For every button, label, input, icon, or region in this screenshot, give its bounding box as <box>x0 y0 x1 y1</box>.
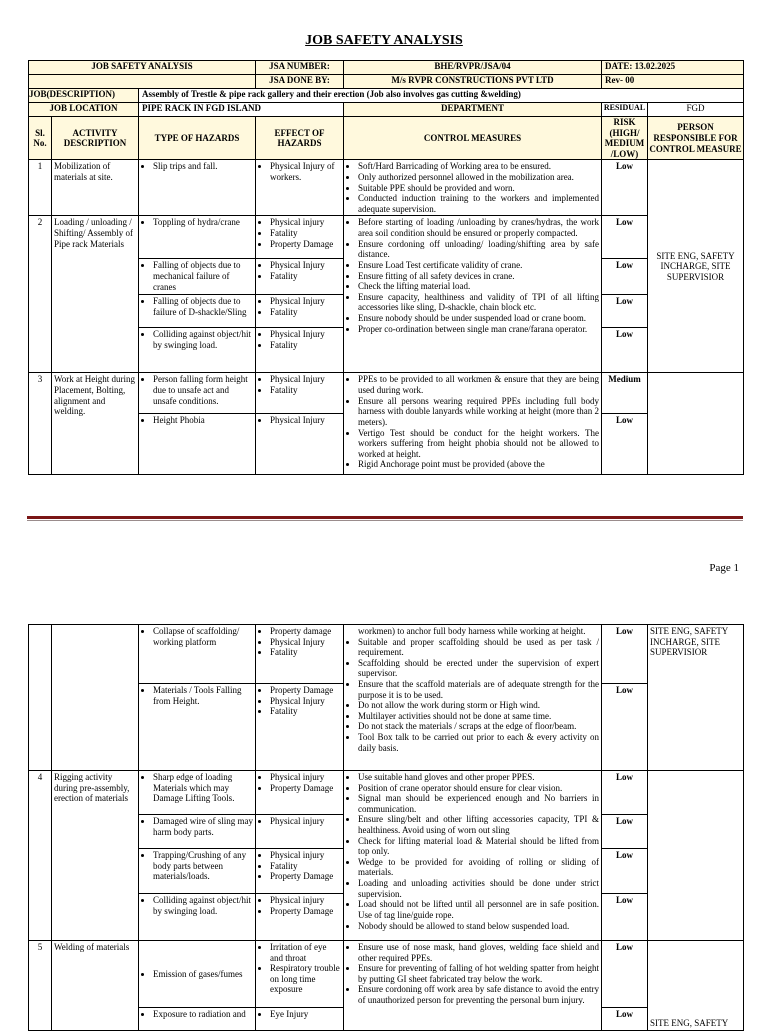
row-sl: 5 <box>29 941 52 1031</box>
hazard-cell <box>139 259 256 295</box>
control-item: • Use suitable hand gloves and other proper PPES. <box>358 772 599 783</box>
jsa-rev: Rev- 00 <box>602 75 744 89</box>
effect-item: • Property Damage <box>270 239 341 250</box>
jsa-number: BHE/RVPR/JSA/04 <box>344 61 602 75</box>
effect-cell <box>256 894 344 941</box>
control-item: • Ensure sling/belt and other lifting accessories capacity, TPI & healthiness. Avoid using of worn out sling <box>358 814 599 835</box>
job-location: PIPE RACK IN FGD ISLAND <box>139 103 344 117</box>
control-cell <box>344 771 602 941</box>
jsa-done-by-label: JSA DONE BY: <box>256 75 344 89</box>
control-item: • Check for lifting material load & Material should be lifted from top only. <box>358 836 599 857</box>
col-hazards: TYPE OF HAZARDS <box>139 117 256 160</box>
control-item: • Ensure capacity, healthiness and validity of TPI of all lifting accessories like sling, D-shackle, chain block etc. <box>358 292 599 313</box>
hazard-item: • Toppling of hydra/crane <box>153 217 253 228</box>
control-cell <box>344 941 602 1031</box>
control-item: • Rigid Anchorage point must be provided (above the <box>358 459 599 470</box>
control-item: • PPEs to be provided to all workmen & ensure that they are being used during work. <box>358 374 599 395</box>
control-item: • Ensure fitting of all safety devices in crane. <box>358 271 599 282</box>
effect-item: • Irritation of eye and throat <box>270 942 341 963</box>
risk-cell: Low <box>602 941 648 1008</box>
person-responsible: SITE ENG, SAFETY INCHARGE, SITE SUPERVISIOR <box>648 625 744 771</box>
table-row <box>29 160 744 216</box>
control-item: • Before starting of loading /unloading by cranes/hydras, the work area soil condition should be ensured or properly compacted. <box>358 217 599 238</box>
effect-item: • Property Damage <box>270 783 341 794</box>
control-cell <box>344 625 602 771</box>
row-activity <box>52 625 139 771</box>
hazard-cell <box>139 941 256 1008</box>
effect-item: • Physical injury <box>270 895 341 906</box>
control-item: • Ensure nobody should be under suspended load or crane boom. <box>358 313 599 324</box>
page-number: Page 1 <box>709 562 739 574</box>
row-activity: Loading / unloading / Shifting/ Assembly of Pipe rack Materials <box>52 216 139 373</box>
row-activity: Mobilization of materials at site. <box>52 160 139 216</box>
control-continuation: workmen) to anchor full body harness while working at height. <box>358 626 586 636</box>
risk-cell: Low <box>602 1008 648 1031</box>
job-description: Assembly of Trestle & pipe rack gallery and their erection (Job also involves gas cutting &welding) <box>139 89 744 103</box>
control-cell <box>344 216 602 373</box>
hazard-cell <box>139 684 256 771</box>
hazard-item: • Exposure to radiation and <box>153 1009 253 1020</box>
effect-item: • Property Damage <box>270 906 341 917</box>
control-item: • Check the lifting material load. <box>358 281 599 292</box>
control-item: • Multilayer activities should not be done at same time. <box>358 711 599 722</box>
effect-item: • Property Damage <box>270 685 341 696</box>
hazard-cell <box>139 373 256 414</box>
page-divider <box>27 516 743 519</box>
effect-item: • Fatality <box>270 647 341 658</box>
row-sl: 2 <box>29 216 52 373</box>
hazard-cell <box>139 815 256 849</box>
control-item: • Conducted induction training to the workers and implemented adequate supervision. <box>358 193 599 214</box>
row-activity: Work at Height during Placement, Bolting, alignment and welding. <box>52 373 139 475</box>
header-blank <box>29 75 256 89</box>
control-item: • Ensure Load Test certificate validity of crane. <box>358 260 599 271</box>
control-item: • Only authorized personnel allowed in the mobilization area. <box>358 172 599 183</box>
hazard-item: • Height Phobia <box>153 415 253 426</box>
jsa-label: JOB SAFETY ANALYSIS <box>29 61 256 75</box>
effect-cell <box>256 815 344 849</box>
risk-cell: Low <box>602 295 648 328</box>
person-responsible <box>648 771 744 941</box>
effect-item: • Physical injury <box>270 850 341 861</box>
effect-item: • Fatality <box>270 861 341 872</box>
risk-cell: Low <box>602 414 648 475</box>
hazard-item: • Sharp edge of loading Materials which may Damage Lifting Tools. <box>153 772 253 804</box>
effect-item: • Eye Injury <box>270 1009 341 1020</box>
table-row <box>29 373 744 414</box>
row-sl: 1 <box>29 160 52 216</box>
effect-cell <box>256 259 344 295</box>
control-item: • Suitable PPE should be provided and worn. <box>358 183 599 194</box>
col-person: PERSON RESPONSIBLE FOR CONTROL MEASURE <box>648 117 744 160</box>
table-row <box>29 941 744 1008</box>
control-item: • Loading and unloading activities should be done under strict supervision. <box>358 878 599 899</box>
effect-cell <box>256 373 344 414</box>
effect-item: • Property Damage <box>270 871 341 882</box>
hazard-cell <box>139 625 256 684</box>
page-divider-shadow <box>27 520 743 521</box>
col-activity: ACTIVITY DESCRIPTION <box>52 117 139 160</box>
person-responsible <box>648 373 744 475</box>
hazard-cell <box>139 328 256 373</box>
control-item: • Soft/Hard Barricading of Working area to be ensured. <box>358 161 599 172</box>
risk-cell: Low <box>602 815 648 849</box>
effect-cell <box>256 625 344 684</box>
hazard-item: • Colliding against object/hit by swinging load. <box>153 329 253 350</box>
risk-cell: Low <box>602 684 648 771</box>
control-item: • Signal man should be experienced enough and No barriers in communication. <box>358 793 599 814</box>
effect-cell <box>256 1008 344 1031</box>
col-effect: EFFECT OF HAZARDS <box>256 117 344 160</box>
hazard-item: • Collapse of scaffolding/ working platform <box>153 626 253 647</box>
table-row <box>29 771 744 815</box>
control-item: • Wedge to be provided for avoiding of rolling or sliding of materials. <box>358 857 599 878</box>
jsa-date: DATE: 13.02.2025 <box>602 61 744 75</box>
table-row <box>29 625 744 684</box>
control-item: • Ensure cordoning off unloading/ loading/shifting area by safe distance. <box>358 239 599 260</box>
effect-item: • Fatality <box>270 385 341 396</box>
effect-cell <box>256 941 344 1008</box>
effect-item: • Physical Injury <box>270 260 341 271</box>
residual-label: RESIDUAL <box>602 103 648 117</box>
hazard-item: • Damaged wire of sling may harm body parts. <box>153 816 253 837</box>
effect-item: • Fatality <box>270 228 341 239</box>
effect-item: • Physical injury <box>270 217 341 228</box>
effect-cell <box>256 216 344 259</box>
control-item: • Do not stack the materials / scraps at the edge of floor/beam. <box>358 721 599 732</box>
col-control: CONTROL MEASURES <box>344 117 602 160</box>
effect-item: • Fatality <box>270 271 341 282</box>
hazard-cell <box>139 1008 256 1031</box>
row-activity: Welding of materials <box>52 941 139 1031</box>
effect-item: • Fatality <box>270 340 341 351</box>
jsa-table-page2 <box>28 624 744 1031</box>
person-responsible: SITE ENG, SAFETY INCHARGE, SITE SUPERVISIOR <box>648 160 744 373</box>
risk-cell: Low <box>602 160 648 216</box>
effect-cell <box>256 160 344 216</box>
control-item: • Ensure use of nose mask, hand gloves, welding face shield and other required PPEs. <box>358 942 599 963</box>
hazard-item: • Trapping/Crushing of any body parts between materials/loads. <box>153 850 253 882</box>
effect-cell <box>256 684 344 771</box>
hazard-item: • Slip trips and fall. <box>153 161 253 172</box>
effect-item: • Respiratory trouble on long time exposure <box>270 963 341 995</box>
effect-item: • Fatality <box>270 307 341 318</box>
control-item: • Position of crane operator should ensure for clear vision. <box>358 783 599 794</box>
hazard-cell <box>139 216 256 259</box>
control-item: • Load should not be lifted until all personnel are in safe position. Use of tag line/guide rope. <box>358 899 599 920</box>
risk-cell: Low <box>602 771 648 815</box>
risk-cell: Low <box>602 328 648 373</box>
row-activity: Rigging activity during pre-assembly, erection of materials <box>52 771 139 941</box>
department-label: DEPARTMENT <box>344 103 602 117</box>
row-sl: 4 <box>29 771 52 941</box>
hazard-cell <box>139 295 256 328</box>
job-label: JOB(DESCRIPTION) <box>29 89 139 103</box>
effect-item: • Property damage <box>270 626 341 637</box>
row-sl <box>29 625 52 771</box>
hazard-cell <box>139 894 256 941</box>
effect-item: • Physical Injury of workers. <box>270 161 341 182</box>
hazard-cell <box>139 160 256 216</box>
effect-item: • Physical injury <box>270 816 341 827</box>
effect-item: • Fatality <box>270 706 341 717</box>
hazard-cell <box>139 849 256 894</box>
risk-cell: Low <box>602 894 648 941</box>
effect-cell <box>256 328 344 373</box>
risk-cell: Low <box>602 259 648 295</box>
control-cell <box>344 160 602 216</box>
row-sl: 3 <box>29 373 52 475</box>
risk-cell: Low <box>602 625 648 684</box>
hazard-item: • Person falling form height due to unsafe act and unsafe conditions. <box>153 374 253 406</box>
control-item: • Nobody should be allowed to stand below suspended load. <box>358 921 599 932</box>
control-item: • Ensure all persons wearing required PPEs including full body harness with double lanyards while working at height (more than 2 meters). <box>358 396 599 428</box>
control-item: • Vertigo Test should be conduct for the height workers. The workers suffering from height phobia should not be allowed to worked at height. <box>358 428 599 460</box>
hazard-item: • Falling of objects due to failure of D-shackle/Sling <box>153 296 253 317</box>
jsa-table-page1 <box>28 60 744 475</box>
hazard-item: • Colliding against object/hit by swinging load. <box>153 895 253 916</box>
risk-cell: Low <box>602 216 648 259</box>
control-item: • Proper co-ordination between single man crane/farana operator. <box>358 324 599 335</box>
hazard-cell <box>139 771 256 815</box>
control-item: • Ensure that the scaffold materials are of adequate strength for the purpose it is to be used. <box>358 679 599 700</box>
effect-item: • Physical Injury <box>270 296 341 307</box>
effect-cell <box>256 414 344 475</box>
risk-cell: Medium <box>602 373 648 414</box>
jsa-number-label: JSA NUMBER: <box>256 61 344 75</box>
control-item: • Scaffolding should be erected under the supervision of expert supervisor. <box>358 658 599 679</box>
effect-cell <box>256 295 344 328</box>
control-item: • Suitable and proper scaffolding should be used as per task / requirement. <box>358 637 599 658</box>
hazard-item: • Emission of gases/fumes <box>153 969 253 980</box>
control-cell <box>344 373 602 475</box>
effect-item: • Physical Injury <box>270 415 341 426</box>
control-item: • Ensure for preventing of falling of hot welding spatter from height by putting GI sheet fabricated tray below the work. <box>358 963 599 984</box>
risk-cell: Low <box>602 849 648 894</box>
hazard-cell <box>139 414 256 475</box>
hazard-item: • Falling of objects due to mechanical failure of cranes <box>153 260 253 292</box>
effect-item: • Physical injury <box>270 772 341 783</box>
col-sl: Sl. No. <box>29 117 52 160</box>
effect-item: • Physical Injury <box>270 329 341 340</box>
effect-item: • Physical Injury <box>270 374 341 385</box>
person-responsible: SITE ENG, SAFETY <box>648 941 744 1031</box>
department-value: FGD <box>648 103 744 117</box>
control-item: • Do not allow the work during storm or High wind. <box>358 700 599 711</box>
effect-item: • Physical Injury <box>270 637 341 648</box>
control-item: • Tool Box talk to be carried out prior to each & every activity on daily basis. <box>358 732 599 753</box>
col-risk: RISK (HIGH/ MEDIUM /LOW) <box>602 117 648 160</box>
table-row <box>29 216 744 259</box>
control-item: • Ensure cordoning off work area by safe distance to avoid the entry of unauthorized person for preventing the personal burn injury. <box>358 984 599 1005</box>
effect-cell <box>256 771 344 815</box>
location-label: JOB LOCATION <box>29 103 139 117</box>
effect-item: • Physical Injury <box>270 696 341 707</box>
page-title: JOB SAFETY ANALYSIS <box>305 33 463 48</box>
hazard-item: • Materials / Tools Falling from Height. <box>153 685 253 706</box>
effect-cell <box>256 849 344 894</box>
jsa-done-by: M/s RVPR CONSTRUCTIONS PVT LTD <box>344 75 602 89</box>
